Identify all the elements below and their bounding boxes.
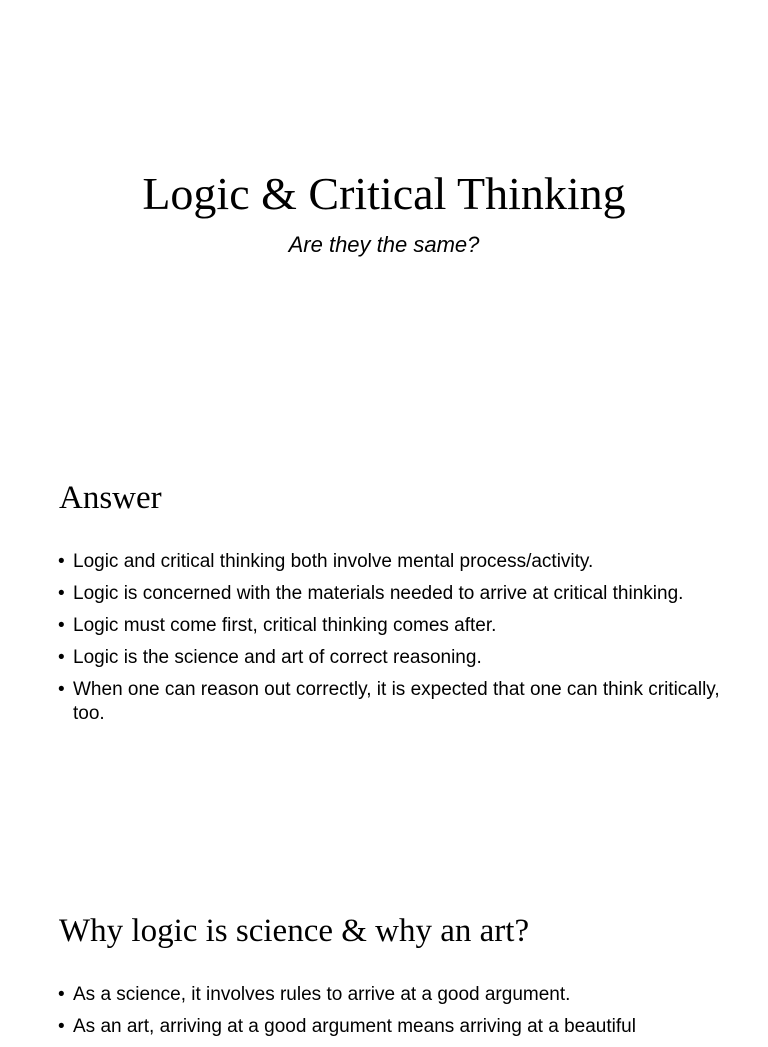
- bullet-text: As an art, arriving at a good argument means arriving at a beautiful: [73, 1016, 636, 1037]
- bullet-text: As a science, it involves rules to arrive at a good argument.: [73, 984, 571, 1005]
- bullet-text: Logic is the science and art of correct reasoning.: [73, 647, 482, 668]
- bullet-icon: •: [58, 583, 65, 604]
- bullet-item: [58, 983, 728, 1007]
- bullet-icon: •: [58, 1016, 65, 1037]
- bullet-item: [58, 614, 728, 638]
- bullet-item: [58, 646, 728, 670]
- bullet-list: [58, 983, 728, 1047]
- bullet-icon: •: [58, 984, 65, 1005]
- answer-slide: [0, 430, 768, 862]
- bullet-icon: •: [58, 551, 65, 572]
- bullet-text: When one can reason out correctly, it is expected that one can think critically, too.: [73, 679, 720, 724]
- title-slide: [0, 0, 768, 430]
- slide-subtitle: Are they the same?: [288, 232, 480, 257]
- bullet-item: [58, 582, 728, 606]
- bullet-icon: •: [58, 647, 65, 668]
- slide-title: Logic & Critical Thinking: [142, 168, 626, 219]
- bullet-item: [58, 1015, 728, 1039]
- bullet-icon: •: [58, 615, 65, 636]
- bullet-list: [58, 550, 728, 734]
- slide-heading: Answer: [59, 480, 162, 516]
- science-art-slide: [0, 862, 768, 1037]
- bullet-icon: •: [58, 679, 65, 700]
- bullet-item: [58, 550, 728, 574]
- slide-heading: Why logic is science & why an art?: [59, 913, 530, 949]
- bullet-text: Logic is concerned with the materials needed to arrive at critical thinking.: [73, 583, 684, 604]
- bullet-item: [58, 678, 728, 726]
- bullet-text: Logic must come first, critical thinking comes after.: [73, 615, 497, 636]
- bullet-text: Logic and critical thinking both involve mental process/activity.: [73, 551, 594, 572]
